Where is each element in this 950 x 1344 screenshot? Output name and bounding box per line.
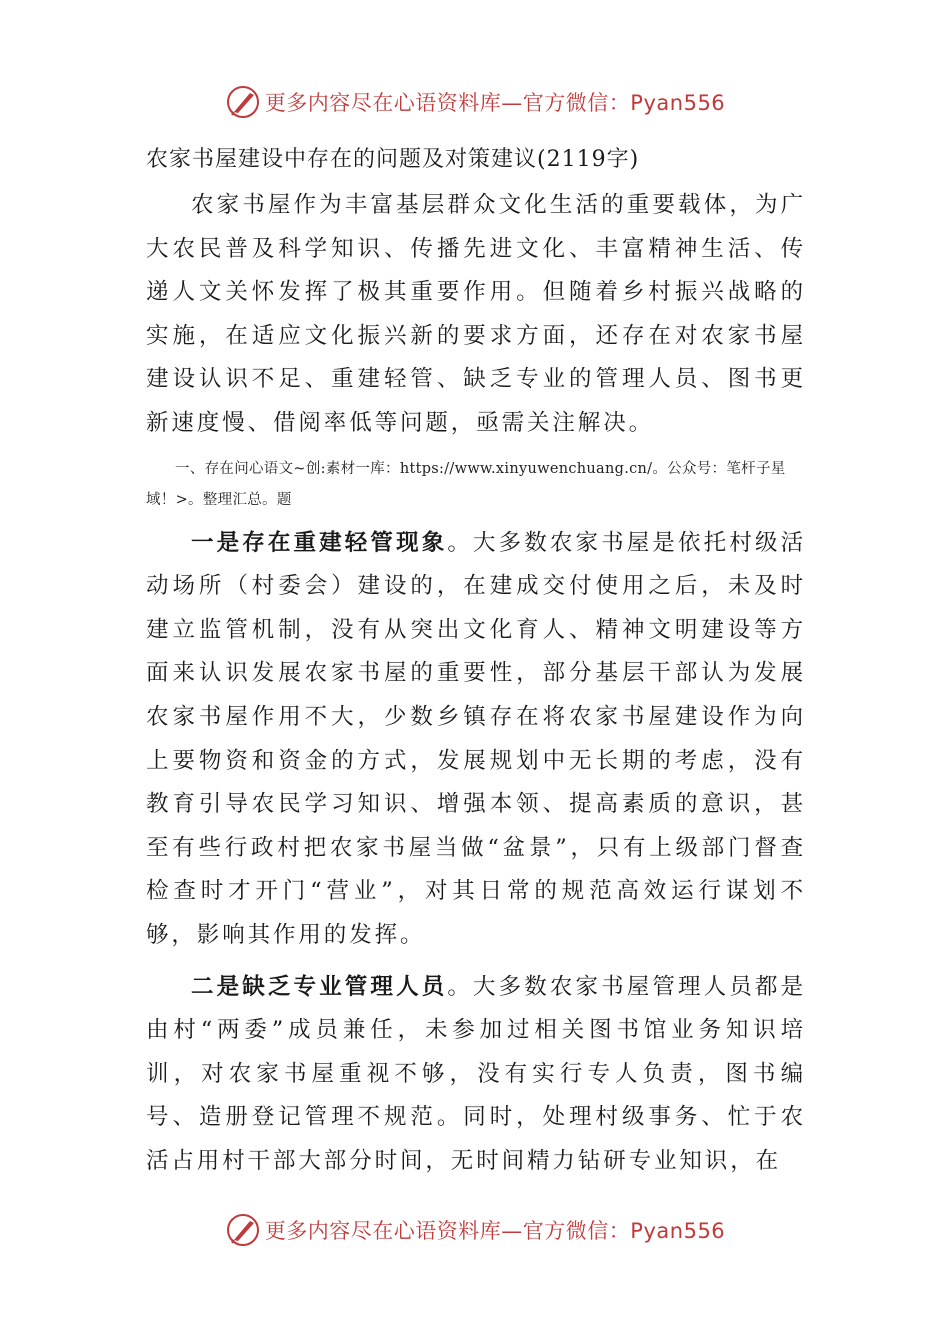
section-note: 一、存在问心语文~创:素材一库：https://www.xinyuwenchuang.cn/。公众号：笔杆子星域！>。整理汇总。题 [146,460,786,508]
point1-heading: 一是存在重建轻管现象 [191,529,448,556]
footer-banner-text: 更多内容尽在心语资料库—官方微信：Pyan556 [264,1219,726,1243]
header-banner-text: 更多内容尽在心语资料库—官方微信：Pyan556 [264,91,726,115]
point2-heading: 二是缺乏专业管理人员 [191,973,448,1000]
intro-paragraph: 农家书屋作为丰富基层群众文化生活的重要载体，为广大农民普及科学知识、传播先进文化、丰富精神生活、传递人文关怀发挥了极其重要作用。但随着乡村振兴战略的实施，在适应文化振兴新的要求方面，还存在对农家书屋建设认识不足、重建轻管、缺乏专业的管理人员、图书更新速度慢、借阅率低等问题，亟需关注解决。 [146,192,806,436]
quill-logo-icon [225,1212,261,1248]
point2-body: 。大多数农家书屋管理人员都是由村“两委”成员兼任，未参加过相关图书馆业务知识培训，对农家书屋重视不够，没有实行专人负责，图书编号、造册登记管理不规范。同时，处理村级事务、忙于农活占用村干部大部分时间，无时间精力钻研专业知识，在 [146,973,806,1174]
point1-body: 。大多数农家书屋是依托村级活动场所（村委会）建设的，在建成交付使用之后，未及时建立监管机制，没有从突出文化育人、精神文明建设等方面来认识发展农家书屋的重要性，部分基层干部认为发展农家书屋作用不大，少数乡镇存在将农家书屋建设作为向上要物资和资金的方式，发展规划中无长期的考虑，没有教育引导农民学习知识、增强本领、提高素质的意识，甚至有些行政村把农家书屋当做“盆景”，只有上级部门督查检查时才开门“营业”，对其日常的规范高效运行谋划不够，影响其作用的发挥。 [146,529,806,948]
point2-paragraph [146,966,806,1184]
point1-paragraph [146,522,806,958]
document-title: 农家书屋建设中存在的问题及对策建议(2119字) [146,147,640,172]
header-banner [0,82,950,122]
document-body [146,140,806,1183]
quill-logo-icon [225,84,261,120]
footer-banner [0,1210,950,1250]
